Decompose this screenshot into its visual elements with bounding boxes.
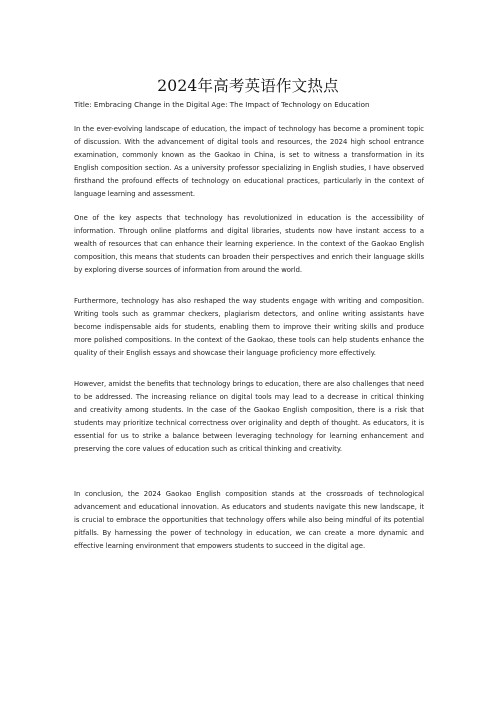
paragraph-conclusion: In conclusion, the 2024 Gaokao English composition stands at the crossroads of technological advancement and educational innovation. As educators and students navigate this new landscape, it is crucial to embrace the opportunities that technology offers while also being mindful of its potential pitfalls. By harnessing the power of technology in education, we can create a more dynamic and effective learning environment that empowers students to succeed in the digital age. (74, 490, 424, 551)
paragraph-accessibility: One of the key aspects that technology has revolutionized in education is the accessibility of information. Through online platforms and digital libraries, students now have instant access to a wealth of resources that can enhance their learning experience. In the context of the Gaokao English composition, this means that students can broaden their perspectives and enrich their language skills by exploring diverse sources of information from around the world. (74, 214, 424, 275)
page-title: 2024年高考英语作文热点 (157, 77, 339, 95)
essay-title: Title: Embracing Change in the Digital Age: The Impact of Technology on Education (74, 100, 370, 109)
paragraph-intro: In the ever-evolving landscape of education, the impact of technology has become a prominent topic of discussion. With the advancement of digital tools and resources, the 2024 high school entrance examination, commonly known as the Gaokao in China, is set to witness a transformation in its English composition section. As a university professor specializing in English studies, I have observed firsthand the profound effects of technology on educational practices, particularly in the context of language learning and assessment. (74, 125, 424, 199)
paragraph-challenges: However, amidst the benefits that technology brings to education, there are also challenges that need to be addressed. The increasing reliance on digital tools may lead to a decrease in critical thinking and creativity among students. In the case of the Gaokao English composition, there is a risk that students may prioritize technical correctness over originality and depth of thought. As educators, it is essential for us to strike a balance between leveraging technology for learning enhancement and preserving the core values of education such as critical thinking and creativity. (74, 380, 424, 454)
paragraph-writing-tools: Furthermore, technology has also reshaped the way students engage with writing and composition. Writing tools such as grammar checkers, plagiarism detectors, and online writing assistants have become indispensable aids for students, enabling them to improve their writing skills and produce more polished compositions. In the context of the Gaokao, these tools can help students enhance the quality of their English essays and showcase their language proficiency more effectively. (74, 297, 424, 358)
